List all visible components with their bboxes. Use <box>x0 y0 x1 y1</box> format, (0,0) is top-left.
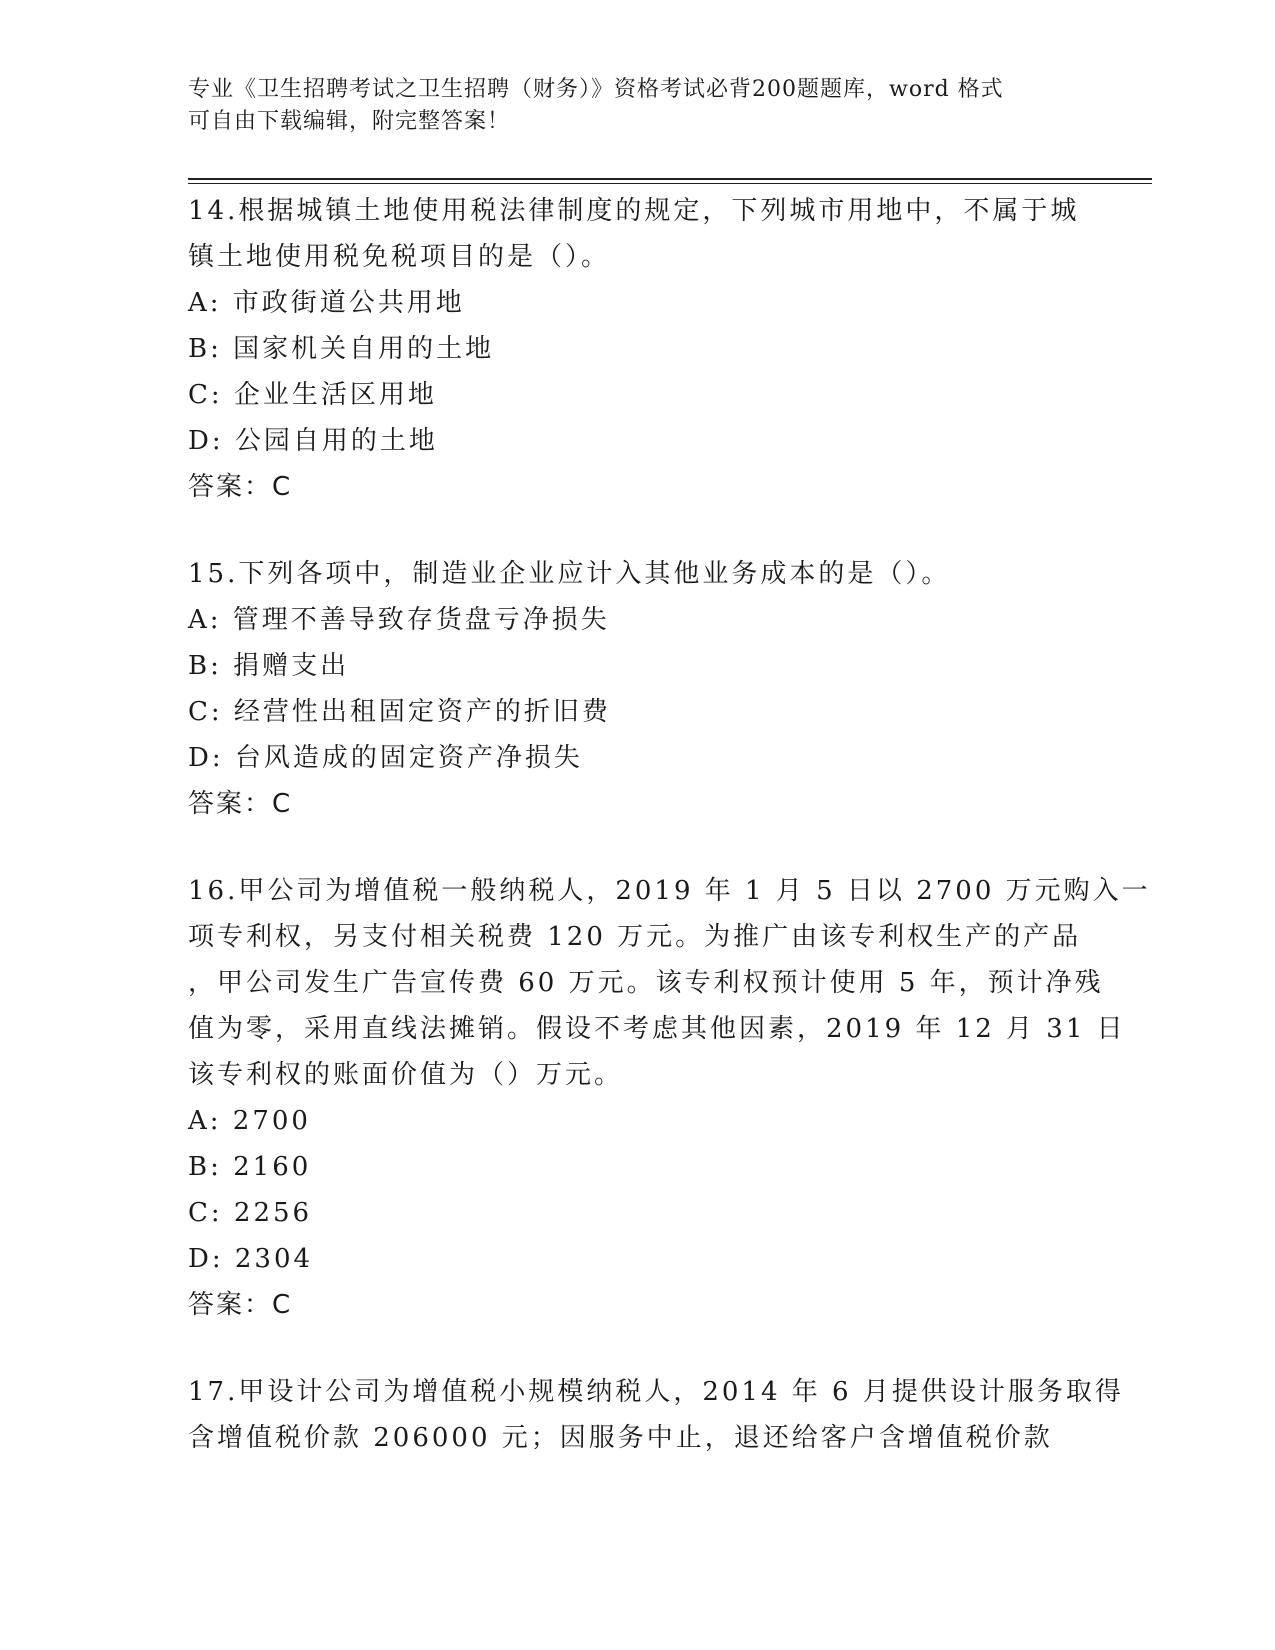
question-stem-line: 含增值税价款 206000 元；因服务中止，退还给客户含增值税价款 <box>188 1423 1053 1453</box>
header-line-1: 专业《卫生招聘考试之卫生招聘（财务）》资格考试必背200题题库，word 格式 <box>188 77 1004 102</box>
question-stem-line: 值为零，采用直线法摊销。假设不考虑其他因素，2019 年 12 月 31 日 <box>188 1014 1126 1044</box>
question-spacer <box>188 827 1088 868</box>
answer-option: D: 2304 <box>188 1244 314 1274</box>
answer-option: B: 国家机关自用的土地 <box>188 334 495 364</box>
answer-key: 答案：C <box>188 789 293 819</box>
answer-option: C: 2256 <box>188 1198 313 1228</box>
question-block <box>188 188 1088 510</box>
answer-option: A: 市政街道公共用地 <box>188 288 465 318</box>
header-divider-thin <box>188 183 1152 184</box>
question-block <box>188 551 1088 827</box>
question-stem-line: 镇土地使用税免税项目的是（）。 <box>188 242 611 272</box>
header-divider-thick <box>188 178 1152 180</box>
question-spacer <box>188 1328 1088 1369</box>
question-stem-line: 14.根据城镇土地使用税法律制度的规定，下列城市用地中，不属于城 <box>188 196 1080 226</box>
question-block <box>188 1369 1124 1461</box>
answer-key: 答案：C <box>188 472 293 502</box>
answer-option: A: 管理不善导致存货盘亏净损失 <box>188 605 610 635</box>
question-stem-line: 16.甲公司为增值税一般纳税人，2019 年 1 月 5 日以 2700 万元购入一 <box>188 876 1151 906</box>
question-stem-line: 17.甲设计公司为增值税小规模纳税人，2014 年 6 月提供设计服务取得 <box>188 1377 1124 1407</box>
answer-option: D: 台风造成的固定资产净损失 <box>188 743 583 773</box>
question-stem-line: ，甲公司发生广告宣传费 60 万元。该专利权预计使用 5 年，预计净残 <box>188 968 1104 998</box>
answer-option: D: 公园自用的土地 <box>188 426 438 456</box>
document-header <box>188 74 1068 138</box>
question-list <box>188 188 1151 1461</box>
question-stem-line: 15.下列各项中，制造业企业应计入其他业务成本的是（）。 <box>188 559 951 589</box>
answer-option: C: 企业生活区用地 <box>188 380 437 410</box>
question-block <box>188 868 1151 1328</box>
answer-option: C: 经营性出租固定资产的折旧费 <box>188 697 611 727</box>
question-stem-line: 该专利权的账面价值为（）万元。 <box>188 1060 624 1090</box>
question-spacer <box>188 510 1088 551</box>
header-line-2: 可自由下载编辑，附完整答案！ <box>188 109 511 134</box>
answer-option: A: 2700 <box>188 1106 311 1136</box>
answer-option: B: 2160 <box>188 1152 312 1182</box>
question-stem-line: 项专利权，另支付相关税费 120 万元。为推广由该专利权生产的产品 <box>188 922 1082 952</box>
answer-key: 答案：C <box>188 1290 293 1320</box>
answer-option: B: 捐赠支出 <box>188 651 350 681</box>
